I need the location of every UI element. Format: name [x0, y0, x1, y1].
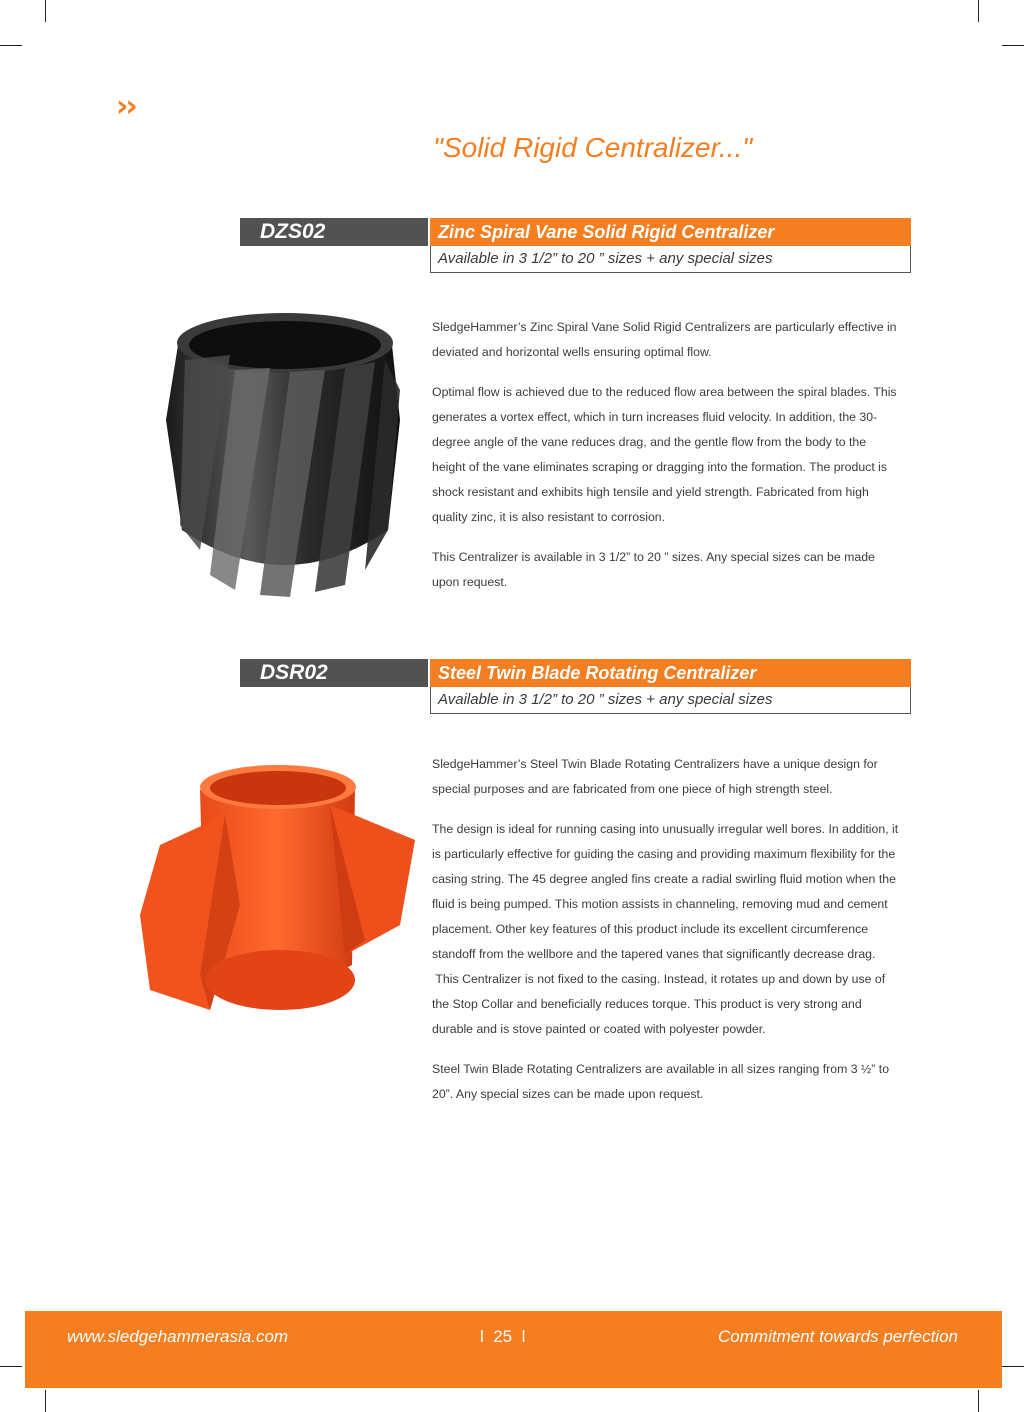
product-code: DZS02 [240, 218, 428, 246]
product-sizes: Available in 3 1/2” to 20 ” sizes + any special sizes [430, 246, 911, 273]
footer-bar [25, 1311, 1002, 1388]
product-description [432, 752, 902, 1122]
description-paragraph: SledgeHammer’s Zinc Spiral Vane Solid Rigid Centralizers are particularly effective in deviated and horizontal wells ensuring optimal flow. [432, 320, 897, 359]
page-title: "Solid Rigid Centralizer..." [433, 132, 753, 163]
product-description [432, 315, 902, 610]
product-name: Steel Twin Blade Rotating Centralizer [430, 659, 911, 687]
crop-mark [45, 1390, 46, 1412]
crop-mark [978, 1390, 979, 1412]
crop-mark [0, 45, 22, 46]
product-sizes: Available in 3 1/2” to 20 ” sizes + any special sizes [430, 687, 911, 714]
crop-mark [1002, 1366, 1024, 1367]
description-paragraph: Optimal flow is achieved due to the reduced flow area between the spiral blades. This generates a vortex effect, which in turn increases fluid velocity. In addition, the 30-degree angle of the vane reduces drag, and the gentle flow from the body to the height of the vane eliminates scraping or dragging into the formation. The product is shock resistant and exhibits high tensile and yield strength. Fabricated from high quality zinc, it is also resistant to corrosion. [432, 385, 897, 524]
description-paragraph: The design is ideal for running casing into unusually irregular well bores. In addition, it is particularly effective for guiding the casing and providing maximum flexibility for the casing string. The 45 degree angled fins create a radial swirling fluid motion when the fluid is being pumped. This motion assists in channeling, removing mud and cement placement. Other key features of this product include its excellent circumference standoff from the wellbore and the tapered vanes that significantly decrease drag. This Centralizer is not fixed to the casing. Instead, it rotates up and down by use of the Stop Collar and beneficially reduces torque. This product is very strong and durable and is stove painted or coated with polyester powder. [432, 822, 899, 1036]
footer-tagline: Commitment towards perfection [718, 1327, 958, 1346]
crop-mark [0, 1366, 22, 1367]
description-paragraph: SledgeHammer’s Steel Twin Blade Rotating Centralizers have a unique design for special purposes and are fabricated from one piece of high strength steel. [432, 757, 878, 796]
page-number: l 25 l [480, 1327, 526, 1346]
black-spiral-vane-centralizer-icon [160, 300, 410, 605]
crop-mark [1002, 45, 1024, 46]
orange-twin-blade-centralizer-icon [130, 755, 420, 1045]
crop-mark [45, 0, 46, 22]
crop-mark [978, 0, 979, 22]
double-chevron-right-icon: ›› [116, 89, 135, 124]
product-code: DSR02 [240, 659, 428, 687]
description-paragraph: Steel Twin Blade Rotating Centralizers are available in all sizes ranging from 3 ½” to 20”. Any special sizes can be made upon request. [432, 1062, 890, 1101]
description-paragraph: This Centralizer is available in 3 1/2” to 20 ” sizes. Any special sizes can be made upon request. [432, 550, 875, 589]
footer-url-link[interactable]: www.sledgehammerasia.com [67, 1327, 289, 1346]
product-name: Zinc Spiral Vane Solid Rigid Centralizer [430, 218, 911, 246]
